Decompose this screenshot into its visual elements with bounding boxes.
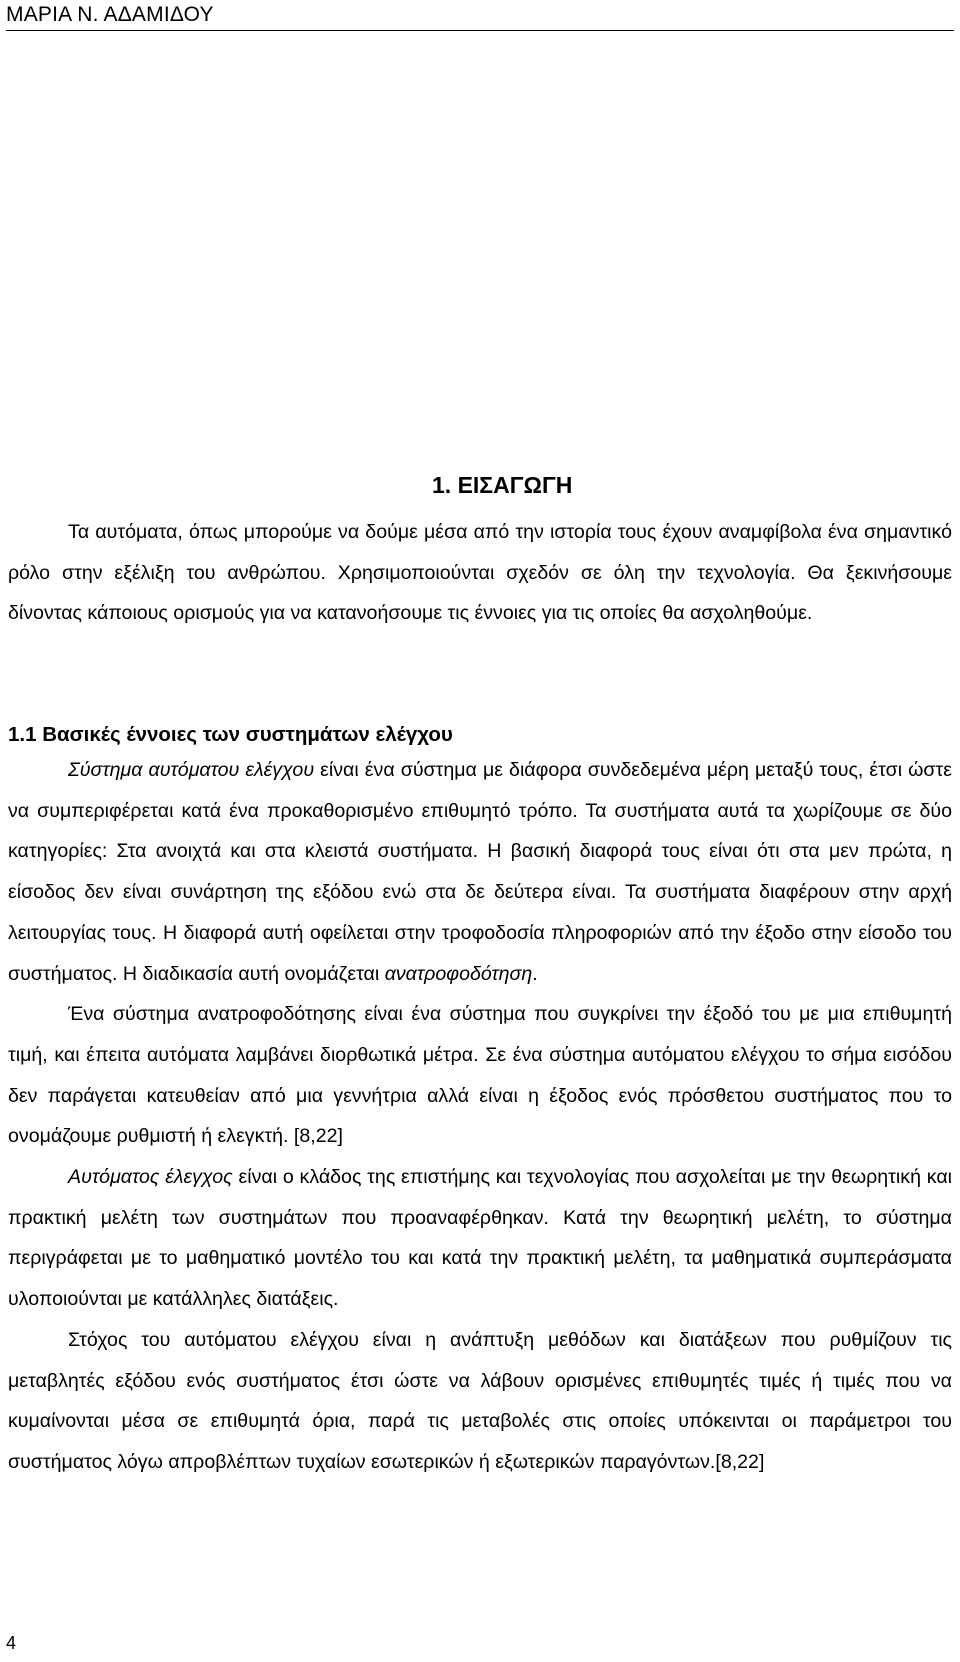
paragraph-control-system: [8, 750, 952, 994]
term-control-system: Σύστημα αυτόματου ελέγχου: [68, 759, 315, 781]
paragraph-control-goal: Στόχος του αυτόματου ελέγχου είναι η ανάπτυξη μεθόδων και διατάξεων που ρυθμίζουν τις μεταβλητές εξόδου ενός συστήματος έτσι ώστε να λάβουν ορισμένες επιθυμητές τιμές ή τιμές που να κυμαίνονται μέσα σε επιθυμητά όρια, παρά τις μεταβολές στις οποίες υπόκεινται οι παράμετροι του συστήματος λόγω απροβλέπτων τυχαίων εσωτερικών ή εξωτερικών παραγόντων.[8,22]: [8, 1328, 952, 1473]
chapter-title: 1. ΕΙΣΑΓΩΓΗ: [432, 472, 573, 498]
term-automatic-control: Αυτόματος έλεγχος: [68, 1166, 233, 1189]
paragraph-text: .: [532, 962, 538, 985]
section-title: 1.1 Βασικές έννοιες των συστημάτων ελέγχου: [8, 723, 453, 746]
header-divider: [6, 30, 954, 31]
paragraph-feedback-system: Ένα σύστημα ανατροφοδότησης είναι ένα σύστημα που συγκρίνει την έξοδό του με μια επιθυμητή τιμή, και έπειτα αυτόματα λαμβάνει διορθωτικά μέτρα. Σε ένα σύστημα αυτόματου ελέγχου το σήμα εισόδου δεν παράγεται κατευθείαν από μια γεννήτρια αλλά είναι η έξοδος ενός πρόσθετου συστήματος που το ονομάζουμε ρυθμιστή ή ελεγκτή. [8,22]: [8, 1003, 952, 1148]
chapter-intro: [8, 512, 952, 634]
paragraph-automatic-control: [8, 1157, 952, 1320]
paragraph-text: είναι ο κλάδος της επιστήμης και τεχνολογίας που ασχολείται με την θεωρητική και πρακτική μελέτη των συστημάτων που προαναφέρθηκαν. Κατά την θεωρητική μελέτη, το σύστημα περιγράφεται με το μαθηματικό μοντέλο του και κατά την πρακτική μελέτη, τα μαθηματικά συμπεράσματα υλοποιούνται με κατάλληλες διατάξεις.: [8, 1166, 952, 1311]
intro-paragraph: Τα αυτόματα, όπως μπορούμε να δούμε μέσα από την ιστορία τους έχουν αναμφίβολα ένα σημαντικό ρόλο στην εξέλιξη του ανθρώπου. Χρησιμοποιούνται σχεδόν σε όλη την τεχνολογία. Θα ξεκινήσουμε δίνοντας κάποιους ορισμούς για να κατανοήσουμε τις έννοιες για τις οποίες θα ασχοληθούμε.: [8, 521, 952, 625]
running-header: ΜΑΡΙΑ Ν. ΑΔΑΜΙΔΟΥ: [6, 3, 214, 26]
section-body: [8, 750, 952, 1483]
page-number: 4: [6, 1633, 17, 1653]
term-feedback: ανατροφοδότηση: [384, 962, 533, 985]
paragraph-text: είναι ένα σύστημα με διάφορα συνδεδεμένα μέρη μεταξύ τους, έτσι ώστε να συμπεριφέρεται κατά ένα προκαθορισμένο επιθυμητό τρόπο. Τα συστήματα αυτά τα χωρίζουμε σε δύο κατηγορίες: Στα ανοιχτά και στα κλειστά συστήματα. Η βασική διαφορά τους είναι ότι στα μεν πρώτα, η είσοδος δεν είναι συνάρτηση της εξόδου ενώ στα δε δεύτερα είναι. Τα συστήματα διαφέρουν στην αρχή λειτουργίας τους. Η διαφορά αυτή οφείλεται στην τροφοδοσία πληροφοριών από την έξοδο στην είσοδο του συστήματος. Η διαδικασία αυτή ονομάζεται: [8, 759, 952, 985]
